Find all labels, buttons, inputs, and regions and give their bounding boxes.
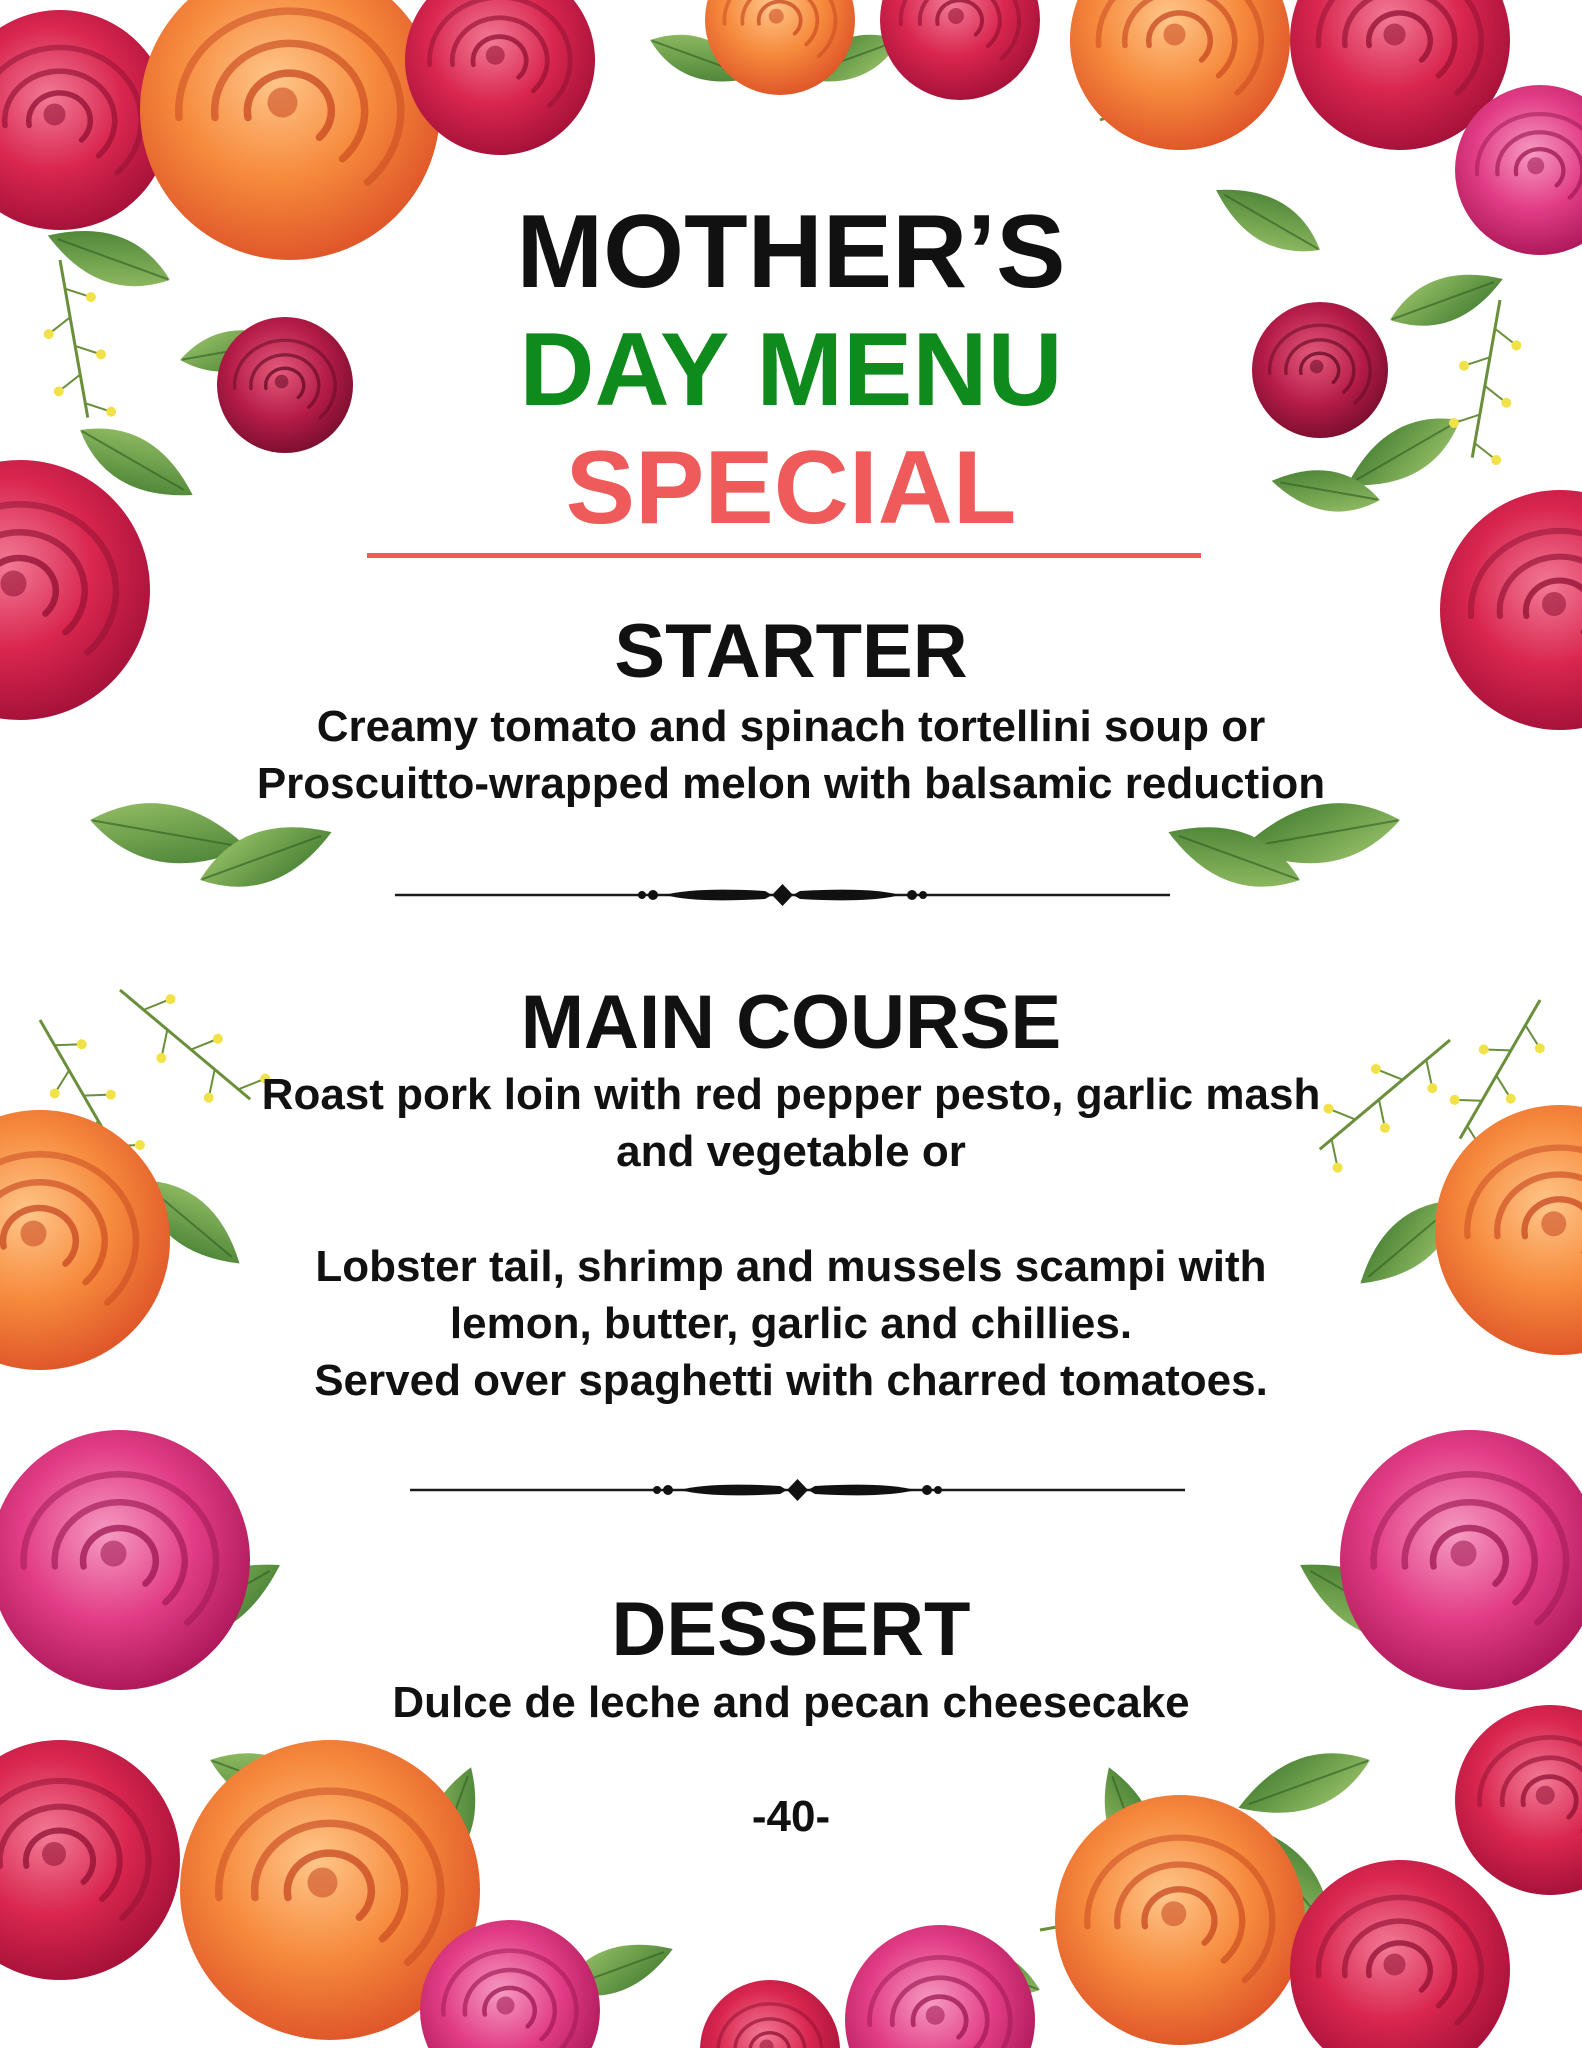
main-course-option-2: [140, 1238, 1442, 1409]
title-line-special: SPECIAL: [565, 430, 1017, 546]
starter-heading: STARTER: [614, 609, 968, 694]
title-line-day-menu: DAY MENU: [519, 312, 1063, 428]
dessert-description: [140, 1674, 1442, 1731]
main-course-option-1: [140, 1066, 1442, 1180]
ornamental-divider: [410, 1472, 1185, 1508]
main-course-heading: MAIN COURSE: [520, 980, 1062, 1065]
main-course-line: Roast pork loin with red pepper pesto, garlic mash: [261, 1070, 1321, 1119]
main-course-line: and vegetable or: [616, 1127, 966, 1176]
title-underline: [367, 553, 1201, 558]
dessert-heading: DESSERT: [611, 1587, 971, 1672]
starter-description: [140, 698, 1442, 812]
starter-line: Creamy tomato and spinach tortellini soup or: [316, 702, 1266, 751]
title-line-mothers: MOTHER’S: [516, 194, 1066, 310]
menu-price: -40-: [751, 1792, 831, 1841]
main-course-line: Served over spaghetti with charred tomatoes.: [314, 1356, 1268, 1405]
main-course-line: Lobster tail, shrimp and mussels scampi with: [315, 1242, 1267, 1291]
dessert-line: Dulce de leche and pecan cheesecake: [392, 1678, 1190, 1727]
ornamental-divider: [395, 877, 1170, 913]
main-course-line: lemon, butter, garlic and chillies.: [449, 1299, 1133, 1348]
starter-line: Proscuitto-wrapped melon with balsamic reduction: [256, 759, 1326, 808]
